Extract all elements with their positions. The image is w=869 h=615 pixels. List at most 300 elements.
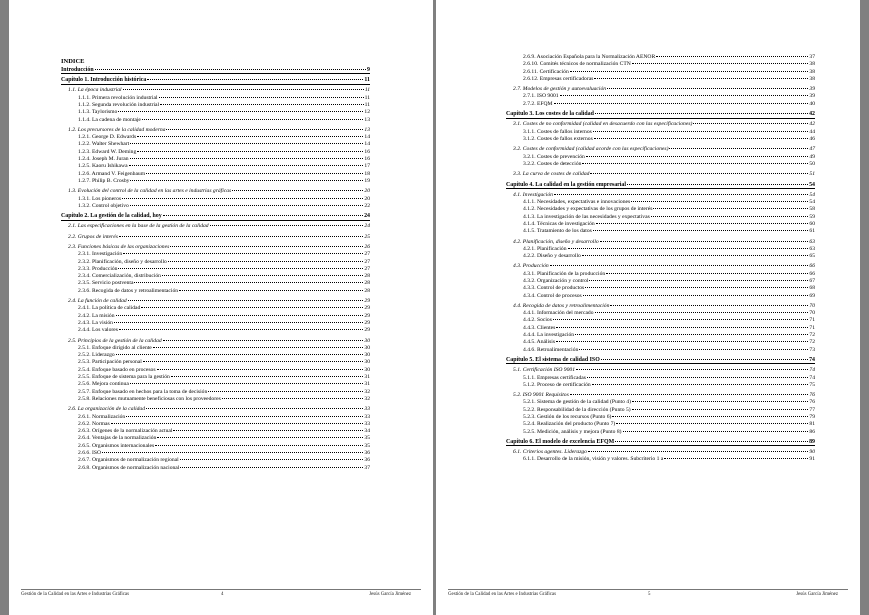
toc-entry-page: 13 bbox=[364, 126, 370, 133]
toc-section-entry[interactable] bbox=[61, 234, 370, 241]
toc-entry-page: 65 bbox=[809, 253, 815, 260]
toc-entry-title: 1.1.3. Taylorismo bbox=[78, 109, 118, 116]
toc-section-entry[interactable] bbox=[506, 449, 815, 456]
toc-section-entry[interactable] bbox=[506, 367, 815, 374]
toc-entry-page: 86 bbox=[809, 428, 815, 435]
toc-entry-title: 4.4.1. Información del mercado bbox=[523, 310, 594, 317]
toc-entry-title: 2.7.2. EFQM bbox=[523, 100, 553, 107]
toc-entry-page: 74 bbox=[809, 374, 815, 381]
toc-dot-leader bbox=[589, 280, 808, 281]
toc-dot-leader bbox=[601, 359, 808, 360]
toc-entry-title: 4.3.3. Control de productos bbox=[523, 285, 585, 292]
toc-entry-title: 2.3.2. Planificación, diseño y desarrollo bbox=[78, 258, 167, 265]
toc-entry-page: 70 bbox=[809, 302, 815, 309]
toc-subsection-entry[interactable] bbox=[61, 141, 370, 148]
toc-subsection-entry[interactable] bbox=[61, 109, 370, 116]
toc-dot-leader bbox=[568, 248, 809, 249]
toc-entry-title: 4.3.1. Planificación de la producción bbox=[523, 270, 606, 277]
toc-entry-page: 11 bbox=[364, 87, 370, 94]
toc-entry-title: 1.2.5. Kaoru Ishikawa bbox=[78, 163, 128, 170]
toc-dot-leader bbox=[119, 329, 363, 330]
toc-entry-title: 2.4.3. La visión bbox=[78, 319, 113, 326]
toc-entry-title: 4.4.4. La investigación bbox=[523, 332, 575, 339]
toc-section-entry[interactable] bbox=[61, 244, 370, 251]
toc-dot-leader bbox=[585, 287, 808, 288]
toc-entry-title: 1.2.2. Walter Shewhart bbox=[78, 141, 130, 148]
footer-page-number: 5 bbox=[648, 592, 651, 597]
toc-subsection-entry[interactable] bbox=[61, 259, 370, 266]
toc-entry-page: 35 bbox=[364, 442, 370, 449]
toc-entry-title: 2.6.2. Normas bbox=[78, 420, 110, 427]
toc-dot-leader bbox=[586, 156, 809, 157]
toc-entry-page: 27 bbox=[364, 265, 370, 272]
toc-subsection-entry[interactable] bbox=[506, 347, 815, 354]
toc-entry-title: 4.4. Recogida de datos y retroalimentación bbox=[513, 302, 610, 309]
toc-entry-title: 4.2. Planificación, diseño y desarrollo bbox=[513, 238, 599, 245]
toc-entry-title: 2.6.12. Empresas certificadoras bbox=[523, 75, 594, 82]
toc-dot-leader bbox=[118, 111, 363, 112]
toc-subsection-entry[interactable] bbox=[61, 203, 370, 210]
toc-entry-title: 2.6.7. Organismos de normalización regional bbox=[78, 457, 179, 464]
toc-entry-page: 29 bbox=[364, 298, 370, 305]
toc-entry-title: 3.1. Costes de no conformidad (calidad en desacuerdo con las especificaciones) bbox=[513, 121, 693, 128]
toc-dot-leader bbox=[114, 322, 363, 323]
toc-subsection-entry[interactable] bbox=[61, 443, 370, 450]
toc-subsection-entry[interactable] bbox=[61, 396, 370, 403]
toc-entry-page: 11 bbox=[364, 94, 370, 101]
toc-subsection-entry[interactable] bbox=[61, 428, 370, 435]
toc-entry-page: 38 bbox=[809, 68, 815, 75]
toc-subsection-entry[interactable] bbox=[506, 61, 815, 68]
toc-entry-title: 1.2.6. Armand V. Feigenbaum bbox=[78, 170, 146, 177]
toc-subsection-entry[interactable] bbox=[61, 149, 370, 156]
toc-subsection-entry[interactable] bbox=[61, 421, 370, 428]
toc-subsection-entry[interactable] bbox=[506, 161, 815, 168]
toc-subsection-entry[interactable] bbox=[61, 389, 370, 396]
toc-subsection-entry[interactable] bbox=[61, 178, 370, 185]
toc-dot-leader bbox=[137, 136, 363, 137]
toc-dot-leader bbox=[142, 119, 364, 120]
toc-subsection-entry[interactable] bbox=[61, 171, 370, 178]
toc-entry-page: 90 bbox=[809, 449, 815, 456]
toc-entry-title: 1.3. Evolución del control de la calidad en las artes e industrias gráficas bbox=[68, 188, 232, 195]
toc-dot-leader bbox=[147, 79, 363, 80]
toc-entry-page: 31 bbox=[364, 374, 370, 381]
toc-subsection-entry[interactable] bbox=[61, 196, 370, 203]
toc-dot-leader bbox=[556, 327, 808, 328]
toc-dot-leader bbox=[570, 71, 809, 72]
toc-entry-page: 47 bbox=[809, 146, 815, 153]
toc-entry-page: 29 bbox=[364, 305, 370, 312]
toc-entry-page: 71 bbox=[809, 317, 815, 324]
toc-dot-leader bbox=[126, 416, 363, 417]
toc-subsection-entry[interactable] bbox=[61, 134, 370, 141]
toc-subsection-entry[interactable] bbox=[506, 76, 815, 83]
toc-entry-page: 27 bbox=[364, 258, 370, 265]
toc-section-entry[interactable] bbox=[61, 338, 370, 345]
toc-subsection-entry[interactable] bbox=[506, 246, 815, 253]
toc-subsection-entry[interactable] bbox=[61, 450, 370, 457]
toc-entry-title: 5.1.1. Empresas certificadas bbox=[523, 374, 586, 381]
toc-dot-leader bbox=[171, 376, 364, 377]
toc-subsection-entry[interactable] bbox=[506, 101, 815, 108]
toc-entry-page: 67 bbox=[809, 277, 815, 284]
toc-dot-leader bbox=[130, 205, 364, 206]
toc-dot-leader bbox=[553, 319, 809, 320]
toc-subsection-entry[interactable] bbox=[506, 293, 815, 300]
toc-entry-page: 66 bbox=[809, 263, 815, 270]
toc-subsection-entry[interactable] bbox=[61, 95, 370, 102]
toc-subsection-entry[interactable] bbox=[61, 117, 370, 124]
toc-subsection-entry[interactable] bbox=[506, 285, 815, 292]
toc-dot-leader bbox=[210, 225, 364, 226]
toc-subsection-entry[interactable] bbox=[61, 345, 370, 352]
toc-body-right bbox=[506, 54, 815, 464]
toc-subsection-entry[interactable] bbox=[506, 456, 815, 463]
toc-entry-title: 2.6.8. Organismos de normalización nacional bbox=[78, 464, 180, 471]
toc-dot-leader bbox=[153, 347, 364, 348]
toc-dot-leader bbox=[166, 129, 363, 130]
toc-entry-title: Capítulo 2. La gestión de la calidad, hoy bbox=[61, 213, 162, 220]
toc-dot-leader bbox=[116, 354, 364, 355]
toc-entry-title: 5.2.3. Gestión de los recursos (Punto 6) bbox=[523, 414, 612, 421]
toc-section-entry[interactable] bbox=[506, 121, 815, 128]
toc-subsection-entry[interactable] bbox=[506, 129, 815, 136]
toc-subsection-entry[interactable] bbox=[506, 310, 815, 317]
toc-entry-title: 2.5.1. Enfoque dirigido al cliente bbox=[78, 344, 152, 351]
toc-entry-page: 9 bbox=[367, 67, 370, 73]
toc-subsection-entry[interactable] bbox=[506, 69, 815, 76]
toc-subsection-entry[interactable] bbox=[61, 414, 370, 421]
toc-dot-leader bbox=[664, 458, 808, 459]
toc-entry-title: 2.6.10. Comités técnicos de normalización CTN bbox=[523, 61, 631, 68]
toc-dot-leader bbox=[119, 236, 364, 237]
toc-entry-page: 33 bbox=[364, 413, 370, 420]
toc-entry-title: 1.1. La época industrial bbox=[68, 87, 122, 94]
toc-section-entry[interactable] bbox=[61, 87, 370, 94]
toc-dot-leader bbox=[554, 103, 809, 104]
toc-entry-title: Capítulo 6. El modelo de excelencia EFQM bbox=[506, 439, 615, 446]
toc-entry-title: 2.5. Principios de la gestión de la calidad bbox=[68, 337, 162, 344]
toc-dot-leader bbox=[554, 194, 808, 195]
toc-subsection-entry[interactable] bbox=[506, 228, 815, 235]
toc-dot-leader bbox=[669, 148, 808, 149]
toc-entry-page: 29 bbox=[364, 312, 370, 319]
toc-subsection-entry[interactable] bbox=[61, 280, 370, 287]
toc-entry-title: 3.2.2. Costes de detección bbox=[523, 160, 582, 167]
toc-entry-page: 49 bbox=[809, 153, 815, 160]
toc-subsection-entry[interactable] bbox=[506, 278, 815, 285]
toc-subsection-entry[interactable] bbox=[61, 266, 370, 273]
toc-dot-leader bbox=[583, 295, 809, 296]
toc-entry-page: 38 bbox=[809, 75, 815, 82]
toc-dot-leader bbox=[179, 290, 363, 291]
toc-entry-title: 2.3.6. Recogida de datos y retroalimentación bbox=[78, 287, 179, 294]
toc-entry-title: 4.2.1. Planificación bbox=[523, 245, 567, 252]
toc-entry-page: 28 bbox=[364, 287, 370, 294]
toc-dot-leader bbox=[590, 173, 808, 174]
toc-section-entry[interactable] bbox=[506, 263, 815, 270]
toc-entry-title: 2.6.9. Asociación Española para la Normalización AENOR bbox=[523, 54, 656, 60]
toc-section-entry[interactable] bbox=[506, 239, 815, 246]
toc-subsection-entry[interactable] bbox=[61, 381, 370, 388]
toc-subsection-entry[interactable] bbox=[61, 102, 370, 109]
toc-entry-title: 2.6.3. Orígenes de la normalización actual bbox=[78, 428, 173, 435]
toc-entry-title: 6.1.1. Desarrollo de la misión, visión y valores. Subcriterio 1 a bbox=[523, 456, 664, 463]
toc-dot-leader bbox=[137, 151, 363, 152]
toc-dot-leader bbox=[157, 437, 363, 438]
toc-subsection-entry[interactable] bbox=[506, 317, 815, 324]
toc-entry-title: Introducción bbox=[61, 67, 94, 73]
toc-section-entry[interactable] bbox=[61, 188, 370, 195]
toc-entry-page: 54 bbox=[809, 181, 815, 188]
toc-entry-page: 79 bbox=[809, 414, 815, 421]
toc-entry-title: 5.1.2. Proceso de certificación bbox=[523, 381, 591, 388]
toc-entry-title: 2.5.4. Enfoque basado en procesos bbox=[78, 366, 156, 373]
toc-section-entry[interactable] bbox=[61, 127, 370, 134]
toc-entry-title: 4.1.5. Tratamiento de los datos bbox=[523, 228, 592, 235]
footer-author: Jesús García Jiménez bbox=[796, 592, 838, 597]
toc-dot-leader bbox=[550, 265, 809, 266]
toc-section-entry[interactable] bbox=[61, 406, 370, 413]
toc-section-entry[interactable] bbox=[506, 146, 815, 153]
toc-subsection-entry[interactable] bbox=[506, 271, 815, 278]
toc-entry-page: 69 bbox=[809, 292, 815, 299]
toc-entry-page: 59 bbox=[809, 213, 815, 220]
toc-entry-page: 75 bbox=[809, 381, 815, 388]
toc-entry-page: 24 bbox=[364, 223, 370, 230]
toc-dot-leader bbox=[155, 445, 363, 446]
toc-dot-leader bbox=[163, 340, 364, 341]
toc-dot-leader bbox=[600, 241, 809, 242]
toc-subsection-entry[interactable] bbox=[61, 352, 370, 359]
toc-entry-title: 2.1. Las especificaciones en la base de la gestión de la calidad bbox=[68, 223, 209, 230]
toc-subsection-entry[interactable] bbox=[506, 375, 815, 382]
toc-subsection-entry[interactable] bbox=[506, 221, 815, 228]
toc-entry-page: 22 bbox=[364, 202, 370, 209]
toc-entry-page: 39 bbox=[809, 93, 815, 100]
toc-entry-page: 77 bbox=[809, 406, 815, 413]
toc-entry-page: 30 bbox=[364, 344, 370, 351]
toc-subsection-entry[interactable] bbox=[61, 435, 370, 442]
toc-entry-title: 2.6.6. ISO bbox=[78, 450, 101, 457]
toc-entry-title: 1.3.2. Control objetivo bbox=[78, 202, 129, 209]
toc-subsection-entry[interactable] bbox=[506, 382, 815, 389]
toc-entry-page: 31 bbox=[364, 381, 370, 388]
toc-subsection-entry[interactable] bbox=[61, 367, 370, 374]
toc-dot-leader bbox=[170, 246, 363, 247]
toc-entry-page: 14 bbox=[364, 141, 370, 148]
toc-entry-title: 5.1. Certificación ISO 9001 bbox=[513, 367, 575, 374]
footer-author: Jesús García Jiménez bbox=[369, 592, 411, 597]
toc-entry-title: 2.4.1. La política de calidad bbox=[78, 305, 141, 312]
toc-entry-title: 4.4.2. Socios bbox=[523, 317, 552, 324]
toc-entry-page: 68 bbox=[809, 285, 815, 292]
toc-entry-page: 37 bbox=[809, 54, 815, 60]
toc-body-left bbox=[61, 0, 370, 472]
toc-entry-page: 44 bbox=[809, 128, 815, 135]
toc-subsection-entry[interactable] bbox=[61, 457, 370, 464]
toc-subsection-entry[interactable] bbox=[61, 374, 370, 381]
toc-entry-title: 2.7. Modelos de gestión y autoevaluación bbox=[513, 86, 607, 93]
toc-section-entry[interactable] bbox=[506, 86, 815, 93]
toc-subsection-entry[interactable] bbox=[506, 339, 815, 346]
toc-dot-leader bbox=[134, 282, 363, 283]
toc-section-entry[interactable] bbox=[61, 223, 370, 230]
toc-entry-title: 2.4. La función de calidad bbox=[68, 298, 127, 305]
toc-entry-page: 76 bbox=[809, 392, 815, 399]
toc-entry-page: 63 bbox=[809, 245, 815, 252]
toc-subsection-entry[interactable] bbox=[506, 429, 815, 436]
toc-entry-title: 2.5.3. Participación personal bbox=[78, 359, 142, 366]
toc-dot-leader bbox=[582, 163, 808, 164]
toc-subsection-entry[interactable] bbox=[506, 253, 815, 260]
toc-entry-page: 29 bbox=[364, 319, 370, 326]
toc-subsection-entry[interactable] bbox=[61, 163, 370, 170]
toc-section-entry[interactable] bbox=[61, 298, 370, 305]
toc-entry-title: 2.6. La organización de la calidad bbox=[68, 406, 146, 413]
toc-subsection-entry[interactable] bbox=[506, 54, 815, 61]
toc-entry-title: 2.4.2. La misión bbox=[78, 312, 115, 319]
toc-dot-leader bbox=[651, 216, 809, 217]
toc-entry-page: 16 bbox=[364, 148, 370, 155]
toc-dot-leader bbox=[180, 459, 364, 460]
toc-entry-page: 42 bbox=[809, 121, 815, 128]
toc-dot-leader bbox=[129, 165, 364, 166]
toc-entry-page: 26 bbox=[364, 244, 370, 250]
toc-dot-leader bbox=[102, 452, 363, 453]
toc-entry-title: 1.1.1. Primera revolución industrial bbox=[78, 94, 158, 101]
toc-subsection-entry[interactable] bbox=[61, 251, 370, 258]
toc-dot-leader bbox=[570, 394, 809, 395]
toc-subsection-entry[interactable] bbox=[506, 421, 815, 428]
toc-dot-leader bbox=[232, 190, 363, 191]
toc-subsection-entry[interactable] bbox=[61, 327, 370, 334]
toc-entry-page: 74 bbox=[809, 357, 815, 364]
toc-subsection-entry[interactable] bbox=[61, 273, 370, 280]
toc-dot-leader bbox=[632, 63, 809, 64]
toc-entry-page: 51 bbox=[809, 171, 815, 178]
toc-subsection-entry[interactable] bbox=[506, 154, 815, 161]
toc-dot-leader bbox=[208, 391, 363, 392]
toc-entry-page: 54 bbox=[809, 191, 815, 198]
toc-dot-leader bbox=[162, 275, 363, 276]
toc-subsection-entry[interactable] bbox=[506, 214, 815, 221]
toc-dot-leader bbox=[122, 198, 363, 199]
toc-subsection-entry[interactable] bbox=[61, 320, 370, 327]
toc-entry-title: 2.6.11. Certificación bbox=[523, 68, 569, 75]
toc-entry-title: 3.2. Costes de conformidad (calidad acorde con las especificaciones) bbox=[513, 146, 669, 153]
document-page-right bbox=[436, 0, 860, 615]
toc-entry-page: 36 bbox=[364, 457, 370, 464]
toc-entry-page: 28 bbox=[364, 273, 370, 280]
toc-entry-title: 1.2.4. Joseph M. Juran bbox=[78, 156, 129, 163]
toc-entry-title: 2.5.8. Relaciones mutuamente beneficiosas con los proveedores bbox=[78, 395, 221, 402]
toc-entry-title: Capítulo 1. Introducción histórica bbox=[61, 77, 147, 84]
toc-dot-leader bbox=[576, 369, 808, 370]
toc-subsection-entry[interactable] bbox=[506, 199, 815, 206]
toc-dot-leader bbox=[588, 451, 808, 452]
toc-entry-page: 46 bbox=[809, 135, 815, 142]
toc-subsection-entry[interactable] bbox=[506, 332, 815, 339]
toc-subsection-entry[interactable] bbox=[506, 407, 815, 414]
toc-entry-title: 6.1. Criterios agentes. Liderazgo bbox=[513, 449, 587, 456]
toc-entry-title: 1.2.7. Philip B. Crosby bbox=[78, 177, 130, 184]
toc-dot-leader bbox=[560, 95, 809, 96]
toc-section-entry[interactable] bbox=[506, 192, 815, 199]
toc-entry-page: 30 bbox=[364, 366, 370, 373]
toc-subsection-entry[interactable] bbox=[506, 399, 815, 406]
toc-entry-title: 2.6.5. Organismos internacionales bbox=[78, 442, 155, 449]
toc-entry-title: 2.2. Grupos de interés bbox=[68, 233, 118, 240]
footer-title: Gestión de la Calidad en las Artes e Industrias Gráficas bbox=[448, 592, 556, 597]
toc-subsection-entry[interactable] bbox=[61, 313, 370, 320]
toc-dot-leader bbox=[143, 361, 364, 362]
toc-dot-leader bbox=[607, 88, 808, 89]
toc-dot-leader bbox=[118, 268, 363, 269]
toc-subsection-entry[interactable] bbox=[506, 93, 815, 100]
toc-entry-title: 3.1.1. Costes de fallos internos bbox=[523, 128, 592, 135]
toc-entry-page: 61 bbox=[809, 228, 815, 235]
toc-subsection-entry[interactable] bbox=[61, 288, 370, 295]
toc-entry-title: 2.3.4. Comercialización, distribución bbox=[78, 273, 161, 280]
toc-subsection-entry[interactable] bbox=[61, 465, 370, 472]
toc-dot-leader bbox=[95, 69, 366, 70]
toc-entry-title: 4.3.4. Control de procesos bbox=[523, 292, 582, 299]
toc-entry-page: 50 bbox=[809, 160, 815, 167]
toc-entry-title: 2.6.4. Ventajas de la normalización bbox=[78, 435, 157, 442]
toc-entry-page: 30 bbox=[364, 359, 370, 366]
toc-subsection-entry[interactable] bbox=[506, 206, 815, 213]
toc-entry-page: 14 bbox=[364, 134, 370, 141]
toc-dot-leader bbox=[123, 89, 364, 90]
toc-entry-page: 20 bbox=[364, 188, 370, 195]
toc-dot-leader bbox=[159, 97, 364, 98]
toc-subsection-entry[interactable] bbox=[61, 305, 370, 312]
toc-entry-page: 76 bbox=[809, 399, 815, 406]
toc-subsection-entry[interactable] bbox=[61, 156, 370, 163]
toc-subsection-entry[interactable] bbox=[506, 136, 815, 143]
toc-entry-title: Capítulo 5. El sistema de calidad ISO bbox=[506, 357, 600, 364]
toc-entry-title: 5.2. ISO 9001 Requisitos bbox=[513, 392, 569, 399]
toc-entry-title: 2.3. Funciones básicas de las organizaciones bbox=[68, 244, 170, 250]
toc-subsection-entry[interactable] bbox=[61, 359, 370, 366]
toc-entry-page: 17 bbox=[364, 163, 370, 170]
toc-subsection-entry[interactable] bbox=[506, 325, 815, 332]
page-footer-right bbox=[448, 589, 848, 599]
toc-dot-leader bbox=[123, 253, 363, 254]
toc-entry-title: 1.1.2. Segunda revolución industrial bbox=[78, 101, 160, 108]
toc-entry-page: 25 bbox=[364, 233, 370, 240]
page-footer-left bbox=[21, 589, 421, 599]
index-heading: INDICE bbox=[61, 58, 85, 65]
toc-dot-leader bbox=[556, 341, 808, 342]
toc-entry-page: 38 bbox=[809, 61, 815, 68]
toc-entry-page: 74 bbox=[809, 367, 815, 374]
toc-entry-page: 36 bbox=[364, 450, 370, 457]
toc-dot-leader bbox=[130, 180, 363, 181]
toc-dot-leader bbox=[593, 230, 809, 231]
toc-section-entry[interactable] bbox=[506, 171, 815, 178]
toc-entry-title: 2.6.1. Normalización bbox=[78, 413, 126, 420]
toc-dot-leader bbox=[168, 261, 364, 262]
toc-entry-title: 4.1.2. Necesidades y expectativas de los grupos de interés bbox=[523, 206, 653, 213]
toc-entry-title: 3.3. La curva de costes de calidad bbox=[513, 171, 590, 178]
toc-entry-title: 1.2. Los precursores de la calidad moderna bbox=[68, 126, 166, 133]
toc-entry-title: 1.3.1. Los pioneros bbox=[78, 195, 122, 202]
toc-dot-leader bbox=[163, 215, 363, 216]
toc-entry-title: Capítulo 3. Los costes de la calidad bbox=[506, 111, 594, 118]
